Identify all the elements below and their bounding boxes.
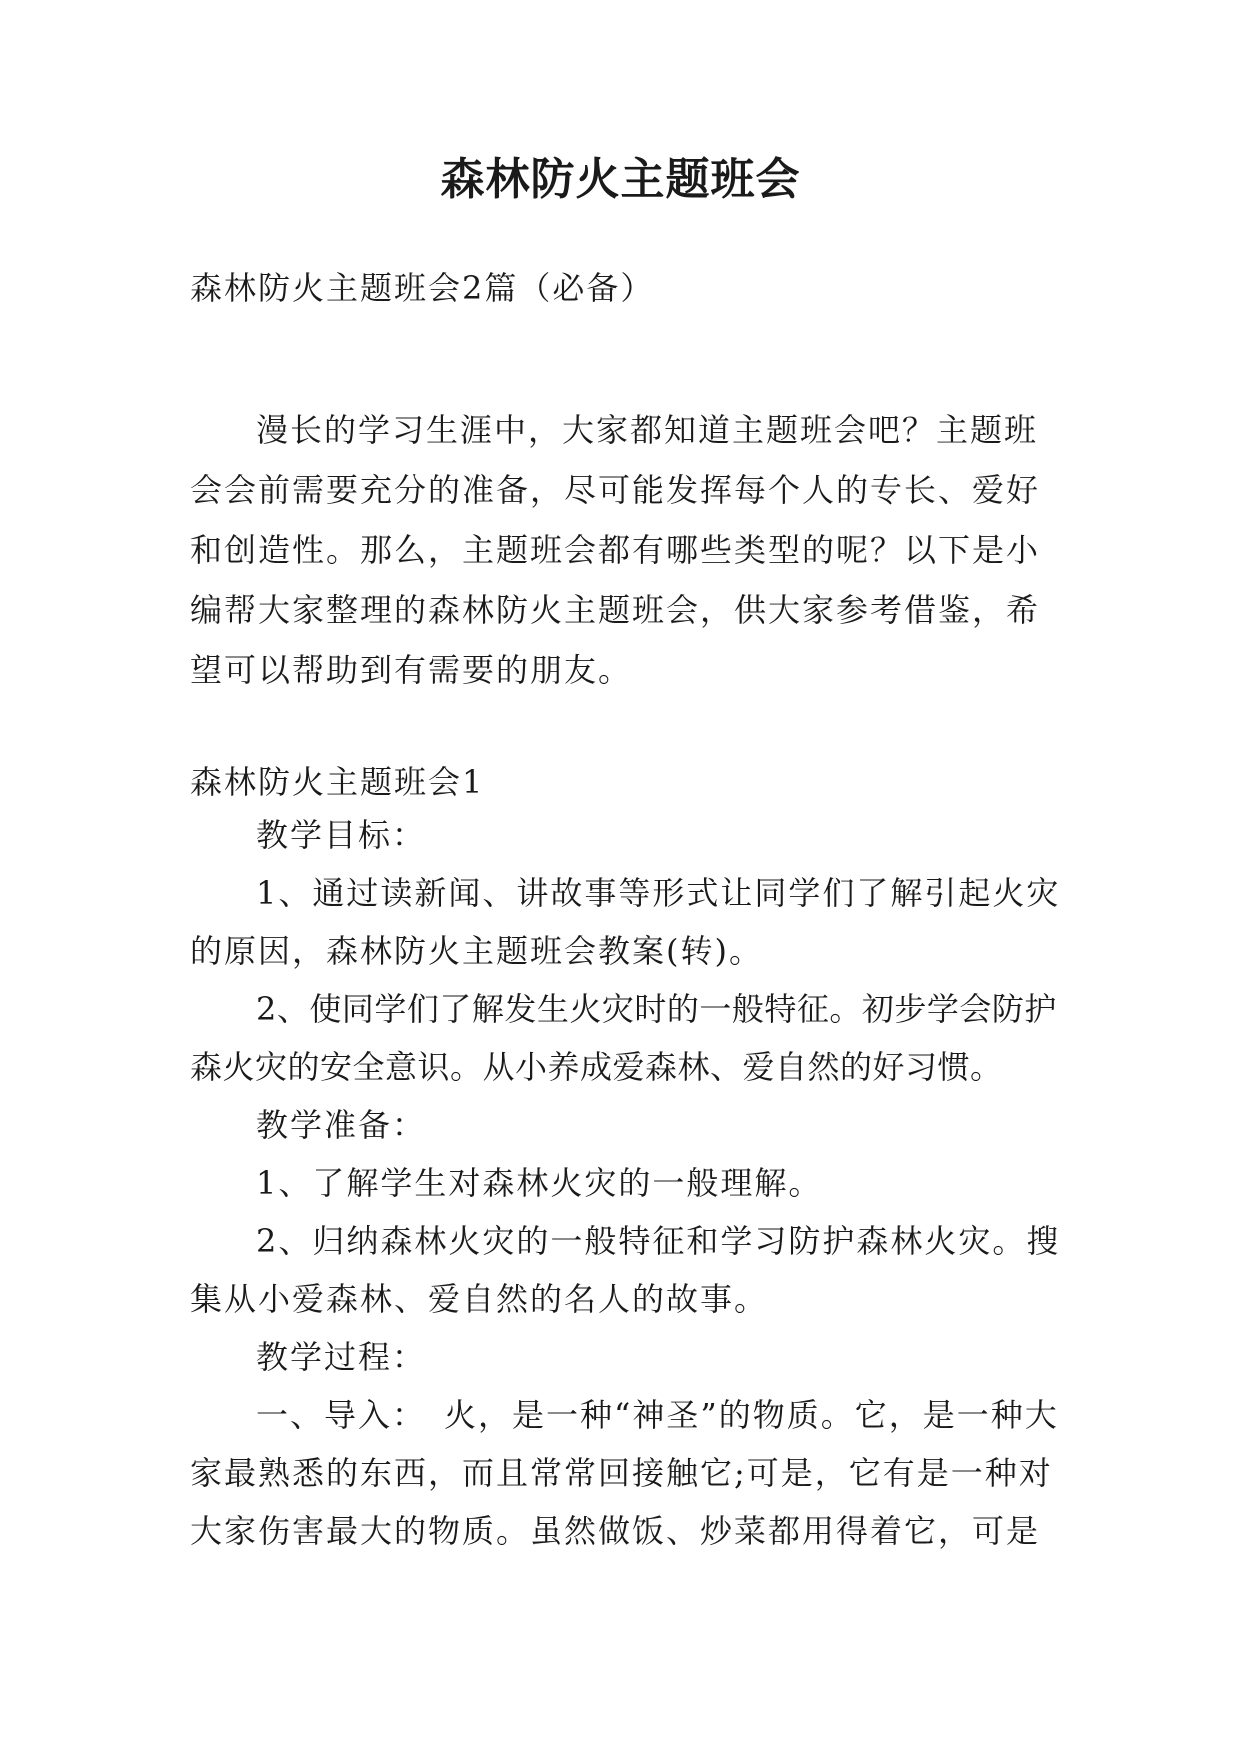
paragraph-process-label: 教学过程： xyxy=(256,1338,427,1376)
paragraph-preparation-2: 2、归纳森林火灾的一般特征和学习防护森林火灾。搜集从小爱森林、爱自然的名人的故事。 xyxy=(190,1222,1061,1318)
paragraph-preparation-label: 教学准备： xyxy=(256,1106,427,1144)
paragraph-teaching-goals-label: 教学目标： xyxy=(256,816,427,854)
document-title: 森林防火主题班会 xyxy=(440,154,801,205)
document-subtitle: 森林防火主题班会2篇（必备） xyxy=(190,269,655,307)
paragraph-preparation-1: 1、了解学生对森林火灾的一般理解。 xyxy=(256,1164,823,1202)
paragraph-introduction: 一、导入： 火，是一种“神圣”的物质。它，是一种大家最熟悉的东西，而且常常回接触它;可是，它有是一种对大家伤害最大的物质。虽然做饭、炒菜都用得着它，可是 xyxy=(190,1396,1059,1550)
section-heading: 森林防火主题班会1 xyxy=(190,763,485,801)
section-body xyxy=(190,806,1065,1560)
intro-paragraph: 漫长的学习生涯中，大家都知道主题班会吧？主题班会会前需要充分的准备，尽可能发挥每个人的专长、爱好和创造性。那么，主题班会都有哪些类型的呢？以下是小编帮大家整理的森林防火主题班会，供大家参考借鉴，希望可以帮助到有需要的朋友。 xyxy=(190,411,1041,689)
paragraph-goal-2: 2、使同学们了解发生火灾时的一般特征。初步学会防护森火灾的安全意识。从小养成爱森林、爱自然的好习惯。 xyxy=(190,990,1057,1086)
paragraph-goal-1: 1、通过读新闻、讲故事等形式让同学们了解引起火灾的原因，森林防火主题班会教案(转)。 xyxy=(190,874,1061,970)
